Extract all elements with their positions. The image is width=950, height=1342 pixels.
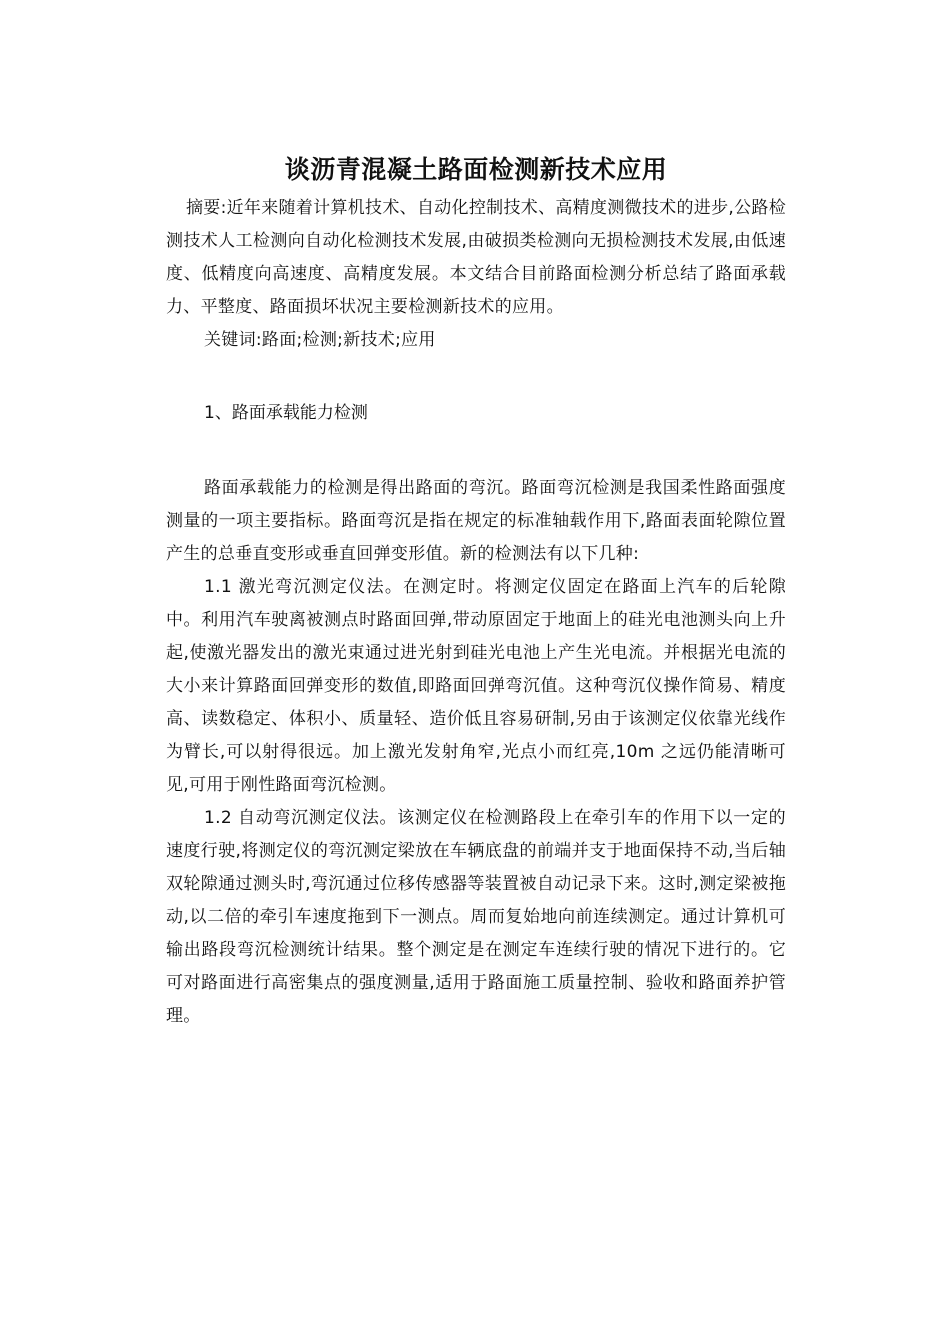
section-heading-1: 1、路面承载能力检测 (204, 403, 368, 423)
section-1-2-paragraph: 1.2 自动弯沉测定仪法。该测定仪在检测路段上在牵引车的作用下以一定的速度行驶,将测定仪的弯沉测定梁放在车辆底盘的前端并支于地面保持不动,当后轴双轮隙通过测头时,弯沉通过位移传感器等装置被自动记录下来。这时,测定梁被拖动,以二倍的牵引车速度拖到下一测点。周而复始地向前连续测定。通过计算机可输出路段弯沉检测统计结果。整个测定是在测定车连续行驶的情况下进行的。它可对路面进行高密集点的强度测量,适用于路面施工质量控制、验收和路面养护管理。 (166, 808, 786, 1026)
abstract-paragraph: 摘要:近年来随着计算机技术、自动化控制技术、高精度测微技术的进步,公路检测技术人工检测向自动化检测技术发展,由破损类检测向无损检测技术发展,由低速度、低精度向高速度、高精度发展。本文结合目前路面检测分析总结了路面承载力、平整度、路面损坏状况主要检测新技术的应用。 (166, 198, 786, 317)
section-1-1-paragraph: 1.1 激光弯沉测定仪法。在测定时。将测定仪固定在路面上汽车的后轮隙中。利用汽车驶离被测点时路面回弹,带动原固定于地面上的硅光电池测头向上升起,使激光器发出的激光束通过进光射到硅光电池上产生光电流。并根据光电流的大小来计算路面回弹变形的数值,即路面回弹弯沉值。这种弯沉仪操作简易、精度高、读数稳定、体积小、质量轻、造价低且容易研制,另由于该测定仪依靠光线作为臂长,可以射得很远。加上激光发射角窄,光点小而红亮,10m 之远仍能清晰可见,可用于刚性路面弯沉检测。 (166, 577, 786, 795)
keywords-line: 关键词:路面;检测;新技术;应用 (204, 330, 436, 350)
document-page (166, 148, 786, 1033)
section-1-intro-paragraph: 路面承载能力的检测是得出路面的弯沉。路面弯沉检测是我国柔性路面强度测量的一项主要指标。路面弯沉是指在规定的标准轴载作用下,路面表面轮隙位置产生的总垂直变形或垂直回弹变形值。新的检测法有以下几种: (166, 478, 786, 564)
document-title: 谈沥青混凝土路面检测新技术应用 (284, 155, 668, 184)
